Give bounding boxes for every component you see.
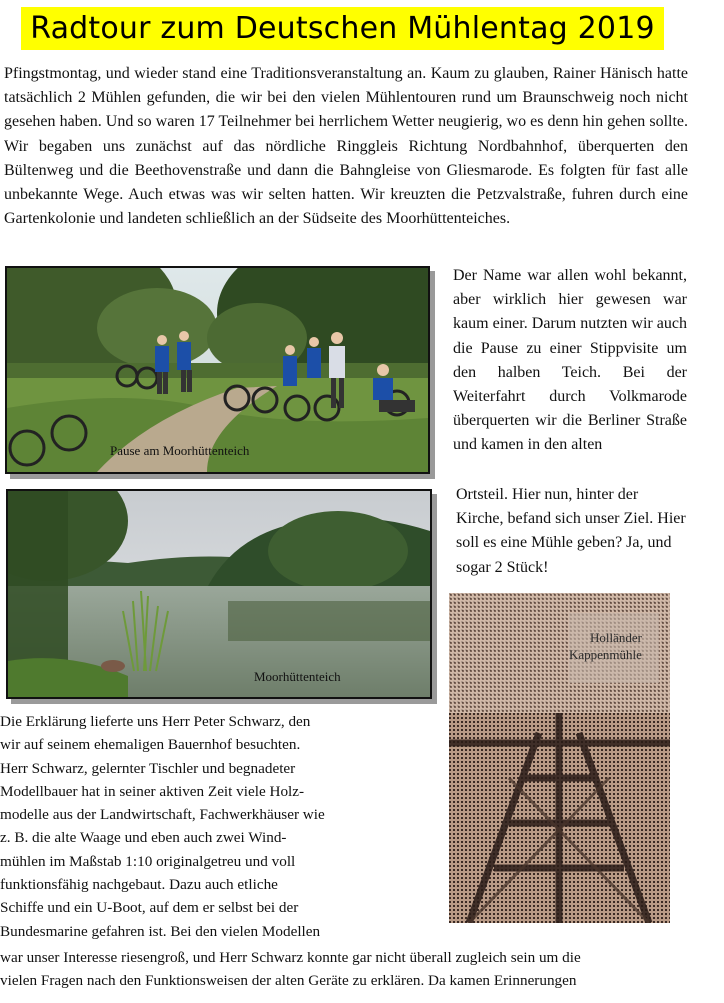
text-line: wir auf seinem ehemaligen Bauernhof besuchten. — [0, 736, 301, 754]
lake-photo — [6, 489, 432, 699]
mill-caption-line1: Holländer — [589, 630, 642, 645]
group-photo — [5, 266, 430, 474]
text-line: war unser Interesse riesengroß, und Herr Schwarz konnte gar nicht überall zugleich sein um die — [0, 949, 581, 966]
bottom-paragraph — [0, 710, 445, 943]
text-line: funktionsfähig nachgebaut. Dazu auch etliche — [0, 876, 278, 894]
text-line: z. B. die alte Waage und eben auch zwei Wind- — [0, 829, 287, 847]
lake-photo-image — [8, 491, 430, 697]
group-photo-caption: Pause am Moorhüttenteich — [110, 443, 250, 458]
page-title: Radtour zum Deutschen Mühlentag 2019 — [21, 7, 664, 50]
group-photo-image — [7, 268, 428, 472]
lake-photo-caption: Moorhüttenteich — [254, 669, 341, 684]
text-line: modelle aus der Landwirtschaft, Fachwerkhäuser wie — [0, 806, 325, 824]
text-line: Modellbauer hat in seiner aktiven Zeit viele Holz- — [0, 782, 305, 800]
mill-photo-caption — [569, 629, 642, 663]
tail-paragraph — [0, 946, 690, 993]
text-line: mühlen im Maßstab 1:10 originalgetreu und voll — [0, 852, 296, 870]
right-paragraph-2: Ortsteil. Hier nun, hinter der Kirche, befand sich unser Ziel. Hier soll es eine Mühle geben? Ja, und sogar 2 Stück! — [456, 486, 686, 576]
right-paragraph-1: Der Name war allen wohl bekannt, aber wirklich hier gewesen war kaum einer. Darum nutzten wir auch die Pause zu einer Stippvisite um den halben Teich. Bei der Weiterfahrt durch Volkmarode überquerten wir die Berliner Straße und kamen in den alten — [453, 267, 687, 454]
mill-caption-line2: Kappenmühle — [569, 647, 642, 662]
text-line: Die Erklärung lieferte uns Herr Peter Schwarz, den — [0, 713, 311, 730]
text-line: vielen Fragen nach den Funktionsweisen der alten Geräte zu erklären. Da kamen Erinnerungen — [0, 972, 577, 990]
text-line: Bundesmarine gefahren ist. Bei den vielen Modellen — [0, 922, 321, 940]
intro-paragraph: Pfingstmontag, und wieder stand eine Traditionsveranstaltung an. Kaum zu glauben, Rainer Hänisch hatte tatsächlich 2 Mühlen gefunden, die wir bei den vielen Mühlentouren rund um Braunschweig noch nicht gesehen haben. Und so waren 17 Teilnehmer bei herrlichem Wetter neugierig, wo es denn hin gehen sollte. Wir begaben uns zunächst auf das nördliche Ringgleis Richtung Nordbahnhof, überquerten den Bültenweg und die Beethovenstraße und dann die Bahngleise von Gliesmarode. Es folgten für fast alle unbekannte Wege. Auch etwas was wir selten hatten. Wir kreuzten die Petzvalstraße, fuhren durch eine Gartenkolonie und landeten schließlich an der Südseite des Moorhüttenteiches. — [4, 65, 688, 228]
mill-photo — [449, 593, 670, 923]
text-line: Herr Schwarz, gelernter Tischler und begnadeter — [0, 759, 296, 777]
text-line: Schiffe und ein U-Boot, auf dem er selbst bei der — [0, 899, 299, 917]
